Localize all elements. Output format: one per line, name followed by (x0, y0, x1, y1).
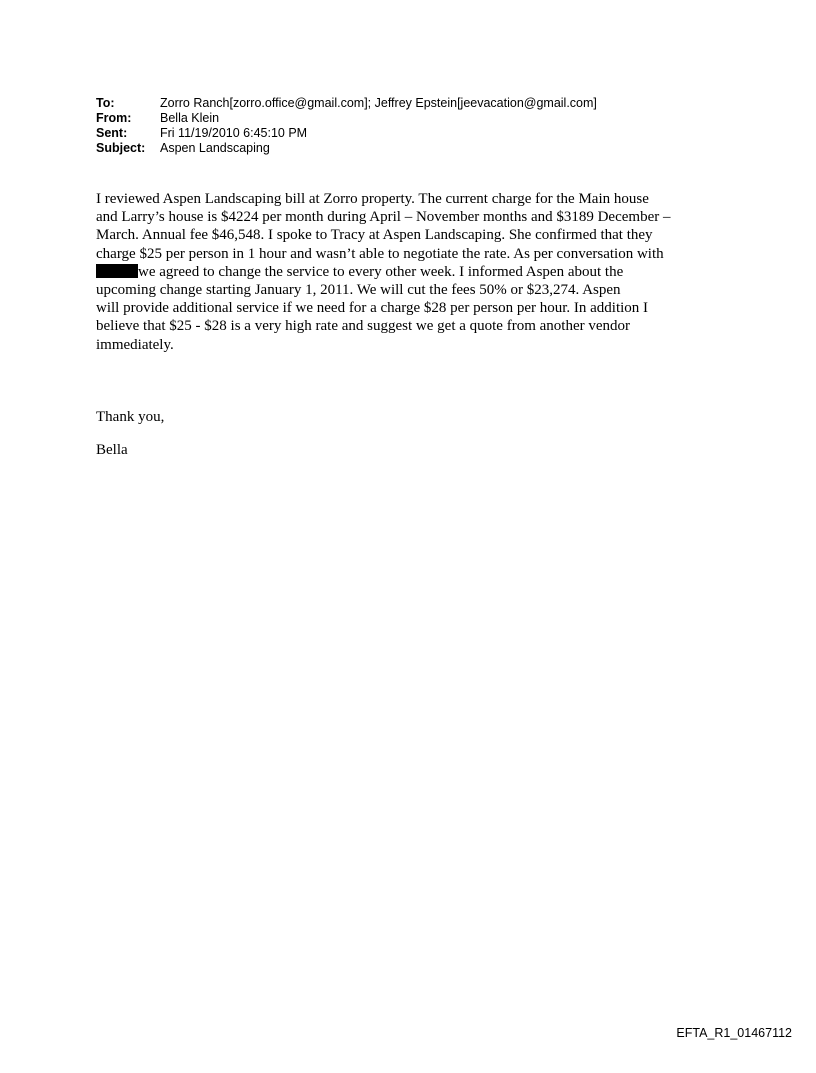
subject-label: Subject: (96, 141, 146, 155)
body-line: believe that $25 - $28 is a very high rate and suggest we get a quote from another vendor (96, 318, 631, 335)
body-line: charge $25 per person in 1 hour and wasn’t able to negotiate the rate. As per conversation with (96, 245, 664, 262)
redaction-box (96, 264, 138, 278)
from-label: From: (96, 111, 132, 125)
body-line-with-redaction (96, 263, 720, 281)
body-line: and Larry’s house is $4224 per month during April – November months and $3189 December – (96, 209, 671, 226)
body-line: immediately. (96, 336, 174, 353)
body-line-text: we agreed to change the service to every other week. I informed Aspen about the (138, 263, 624, 280)
to-label: To: (96, 96, 115, 110)
body-line: will provide additional service if we need for a charge $28 per person per hour. In addition I (96, 300, 649, 317)
email-header (96, 96, 597, 156)
sent-row (96, 126, 597, 141)
from-value: Bella Klein (160, 111, 220, 125)
body-line: I reviewed Aspen Landscaping bill at Zorro property. The current charge for the Main house (96, 191, 649, 207)
email-body (96, 190, 720, 354)
sent-label: Sent: (96, 126, 128, 140)
subject-value: Aspen Landscaping (160, 141, 270, 155)
from-row (96, 111, 597, 126)
to-row (96, 96, 597, 111)
signature: Bella (96, 442, 128, 458)
document-id: EFTA_R1_01467112 (676, 1026, 792, 1040)
sent-value: Fri 11/19/2010 6:45:10 PM (160, 126, 308, 140)
to-value: Zorro Ranch[zorro.office@gmail.com]; Jeffrey Epstein[jeevacation@gmail.com] (160, 96, 597, 110)
closing-thanks: Thank you, (96, 409, 165, 425)
subject-row (96, 141, 597, 156)
body-line: March. Annual fee $46,548. I spoke to Tracy at Aspen Landscaping. She confirmed that they (96, 227, 653, 244)
body-line: upcoming change starting January 1, 2011. We will cut the fees 50% or $23,274. Aspen (96, 281, 621, 298)
